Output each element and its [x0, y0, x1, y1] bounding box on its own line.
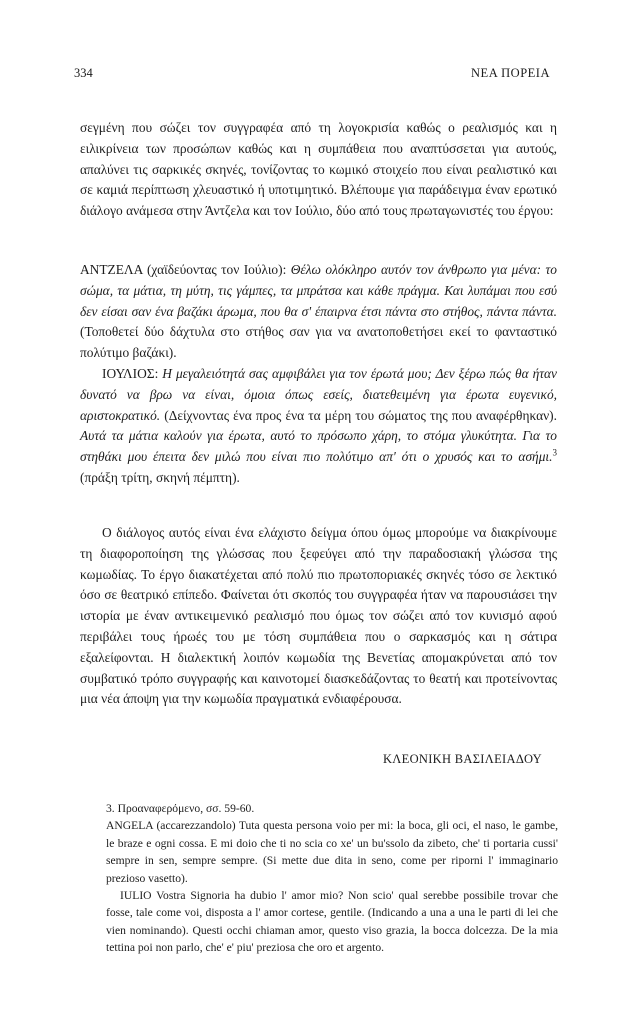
angela-speech: Θέλω ολόκληρο αυτόν τον άνθρωπο για μένα: το σώμα, τα μάτια, τη μύτη, τις γάμπες, τα μπράτσα και κάθε πράγμα. Και λυπάμαι που εσύ δεν είσαι σαν ένα βαζάκι άρωμα, που θα σ' έπαιρνα έτσι πάντα στο στήθος, πάντα πάντα. [80, 262, 557, 319]
conclusion-paragraph-block [80, 523, 557, 710]
julio-speaker: ΙΟΥΛΙΟΣ: [102, 365, 159, 381]
angela-speaker: ΑΝΤΖΕΛΑ [80, 262, 143, 277]
julio-speech-2: Αυτά τα μάτια καλούν για έρωτα, αυτό το πρόσωπο χάρη, το στόμα γλυκύτητα. Για το στηθάκι μου έπειτα δεν μιλώ που είναι πιο πολύτιμο απ' ότι ο χρυσός και το ασήμι. [80, 428, 557, 465]
footnote-julio-original: IULIO Vostra Signoria ha dubio l' amor mio? Non scio' qual serebbe possibile trovar che fosse, tale come voi, disposta a l' amor cortese, gentile. (Indicando a una a una le parti di lei che vien nominando). Questi occhi chiaman amor, questo viso grazia, la bocca dolcezza. De la mia tettina poi non parlo, che' e' piu' preziosa che oro et argento. [106, 889, 558, 955]
page-number: 334 [74, 66, 93, 80]
footnote-angela-original: ANGELA (accarezzandolo) Tuta questa persona voio per mi: la boca, gli oci, el naso, le gambe, le braze e ogni cossa. E mi doio che ti no scia co xe' un bu'ssolo da zibeto, che' ti portaria cussi' sempre in sen, sempre sempre. (Si mette due dita in seno, come per riporni l' immaginario prezioso vasetto). [106, 819, 558, 885]
footnote-reference: 3. Προαναφερόμενο, σσ. 59-60. [106, 802, 255, 815]
footnote-marker: 3 [552, 447, 557, 458]
angela-stage-direction-2: (Τοποθετεί δύο δάχτυλα στο στήθος σαν για να ανατοποθετήσει εκεί το φανταστικό πολύτιμο βαζάκι). [80, 324, 557, 361]
running-title: ΝΕΑ ΠΟΡΕΙΑ [471, 66, 550, 80]
angela-dialogue [80, 260, 557, 364]
footnote-block [106, 800, 558, 957]
julio-dialogue [80, 364, 557, 489]
intro-paragraph-block [80, 118, 557, 222]
author-signature: ΚΛΕΟΝΙΚΗ ΒΑΣΙΛΕΙΑΔΟΥ [382, 752, 542, 766]
julio-stage-direction-2: (πράξη τρίτη, σκηνή πέμπτη). [80, 469, 240, 485]
angela-stage-direction-1: (χαϊδεύοντας τον Ιούλιο): [142, 262, 291, 277]
julio-speech-1: Η μεγαλειότητά σας αμφιβάλει για τον έρωτά μου; Δεν ξέρω πώς θα ήταν δυνατό να βρω να είναι, όμοια όπως εσείς, διατεθειμένη για έρωτα ευγενικό, αριστοκρατικό. [80, 365, 557, 423]
julio-stage-direction-1: (Δείχνοντας ένα προς ένα τα μέρη του σώματος της που αναφέρθηκαν). [160, 407, 557, 423]
page-header [74, 66, 550, 86]
conclusion-paragraph: Ο διάλογος αυτός είναι ένα ελάχιστο δείγμα όπου όμως μπορούμε να διακρίνουμε τη διαφοροποίηση της γλώσσας που ξεφεύγει από την παραδοσιακή γλώσσα της κωμωδίας. Το έργο διακατέχεται από πολύ πιο πρωτοποριακές σκηνές τόσο σε λεκτικό όσο σε θεατρικό επίπεδο. Φαίνεται ότι σκοπός του συγγραφέα ήταν να παρουσιάσει την ιστορία με έναν αντικειμενικό ρεαλισμό που όμως τον σώζει από τον κυνισμό αφού περιβάλει τους ήρωές του με τόση συμπάθεια που ο σαρκασμός και η σάτιρα εξαλείφονται. Η διαλεκτική λοιπόν κωμωδία της Βενετίας απομακρύνεται από τον συμβατικό τρόπο συγγραφής και καινοτομεί διασκεδάζοντας το θεατή και προτείνοντας μια νέα άποψη για την κωμωδία πραγματικά ενδιαφέρουσα. [80, 525, 557, 707]
intro-paragraph: σεγμένη που σώζει τον συγγραφέα από τη λογοκρισία καθώς ο ρεαλισμός και η ειλικρίνεια των προσώπων καθώς και η συμπάθεια που αναπτύσσεται για αυτούς, απαλύνει τις σαρκικές σκηνές, τονίζοντας το κωμικό στοιχείο που είναι ρεαλιστικό και σε καμιά περίπτωση χλευαστικό ή υποτιμητικό. Βλέπουμε για παράδειγμα έναν ερωτικό διάλογο ανάμεσα στην Άντζελα και τον Ιούλιο, δύο από τους πρωταγωνιστές του έργου: [80, 120, 557, 219]
dialogue-block [80, 260, 557, 489]
